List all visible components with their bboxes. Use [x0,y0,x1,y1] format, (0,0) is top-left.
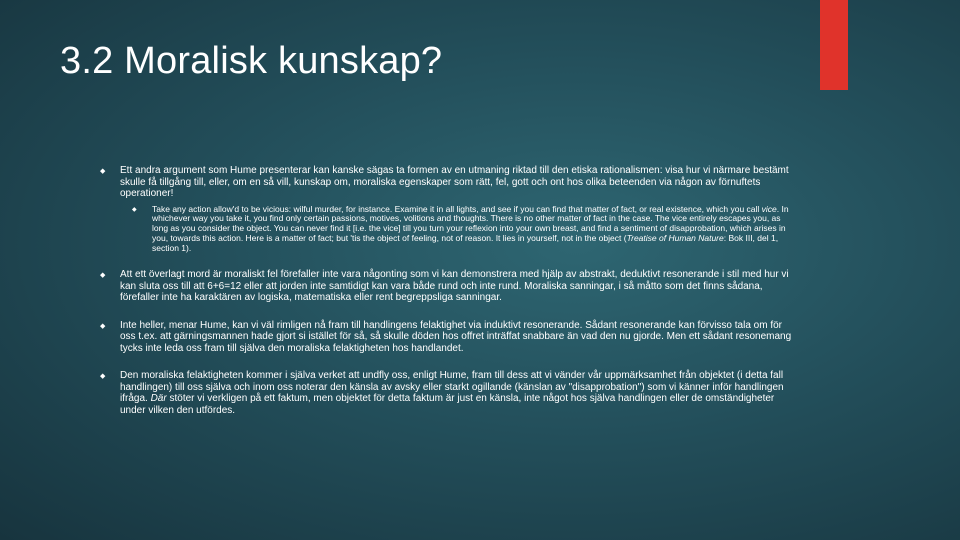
bullet-text: Inte heller, menar Hume, kan vi väl rimligen nå fram till handlingens felaktighet via induktivt resonerande. Sådant resonerande kan förvisso tala om för oss t.ex. att gärningsmannen hade gjort si istället för så, så skulle döden hos offret inträffat snabbare än vad den nu gjorde. Men ett sådant resonemang tycks inte leda oss fram till själva den moraliska felaktigheten hos handlandet. [120,319,792,354]
quote-text-part2: . In whichever way you take it, you find only certain passions, motives, volitions and thoughts. There is no other matter of fact in the case. The vice entirely escapes you, as long as you consider the object. You can never find it [i.e. the vice] till you turn your reflexion into your own breast, and find a sentiment of disapprobation, which arises in you, towards this action. Here is a matter of fact; but 'tis the object of feeling, not of reason. It lies in yourself, not in the object ( [152,203,789,243]
slide-content [100,165,792,416]
diamond-bullet-icon: ◆ [132,206,137,213]
bullet-point-2 [100,269,792,304]
bullet-emphasis-dar: Där [150,393,167,405]
diamond-bullet-icon: ◆ [100,322,106,330]
bullet-text: Ett andra argument som Hume presenterar kan kanske sägas ta formen av en utmaning riktad till den etiska rationalismen: visa hur vi närmare bestämt skulle få tillgång till, eller, om en så vill, kunskap om, moraliska egenskaper som rätt, fel, gott och ont hos olika beteenden via någon av förnuftets operationer! [120,165,789,199]
slide-title: 3.2 Moralisk kunskap? [60,40,443,82]
diamond-bullet-icon: ◆ [100,272,106,280]
diamond-bullet-icon: ◆ [100,373,106,381]
red-accent-bar [820,0,848,90]
bullet-point-3 [100,320,792,355]
sub-bullet-quote [120,205,792,254]
bullet-text-part2: stöter vi verkligen på ett faktum, men objektet för detta faktum är just en känsla, inte något hos själva handlingen eller de omständigheter under vilken den utfördes. [120,393,775,416]
quote-text-part3: : Bok III, del 1, section 1). [152,232,779,253]
bullet-text-part1: Den moraliska felaktigheten kommer i själva verket att undfly oss, enligt Hume, fram till dess att vi vänder vår uppmärksamhet från objektet (i detta fall handlingen) till oss själva och inom oss noterar den känsla av avsky eller starkt ogillande (känslan av "disapprobation") som vi känner inför handlingen ifråga. [120,370,784,405]
quote-vice-word: vice [761,203,777,214]
bullet-point-4 [100,370,792,416]
quote-source-title: Treatise of Human Nature [626,232,724,243]
quote-text-part1: Take any action allow'd to be vicious: wilful murder, for instance. Examine it in all lights, and see if you can find that matter of fact, or real existence, which you call [152,203,762,214]
bullet-text: Att ett överlagt mord är moraliskt fel förefaller inte vara någonting som vi kan demonstrera med hjälp av abstrakt, deduktivt resonerande i stil med hur vi kan sluta oss till att 6+6=12 eller att jorden inte samtidigt kan vara både rund och inte rund. Moraliska sanningar, i så måtto som det finns sådana, förefaller inte ha karaktären av logiska, matematiska eller rent begreppsliga sanningar. [120,269,789,304]
bullet-point-1 [100,165,792,200]
diamond-bullet-icon: ◆ [100,168,106,175]
